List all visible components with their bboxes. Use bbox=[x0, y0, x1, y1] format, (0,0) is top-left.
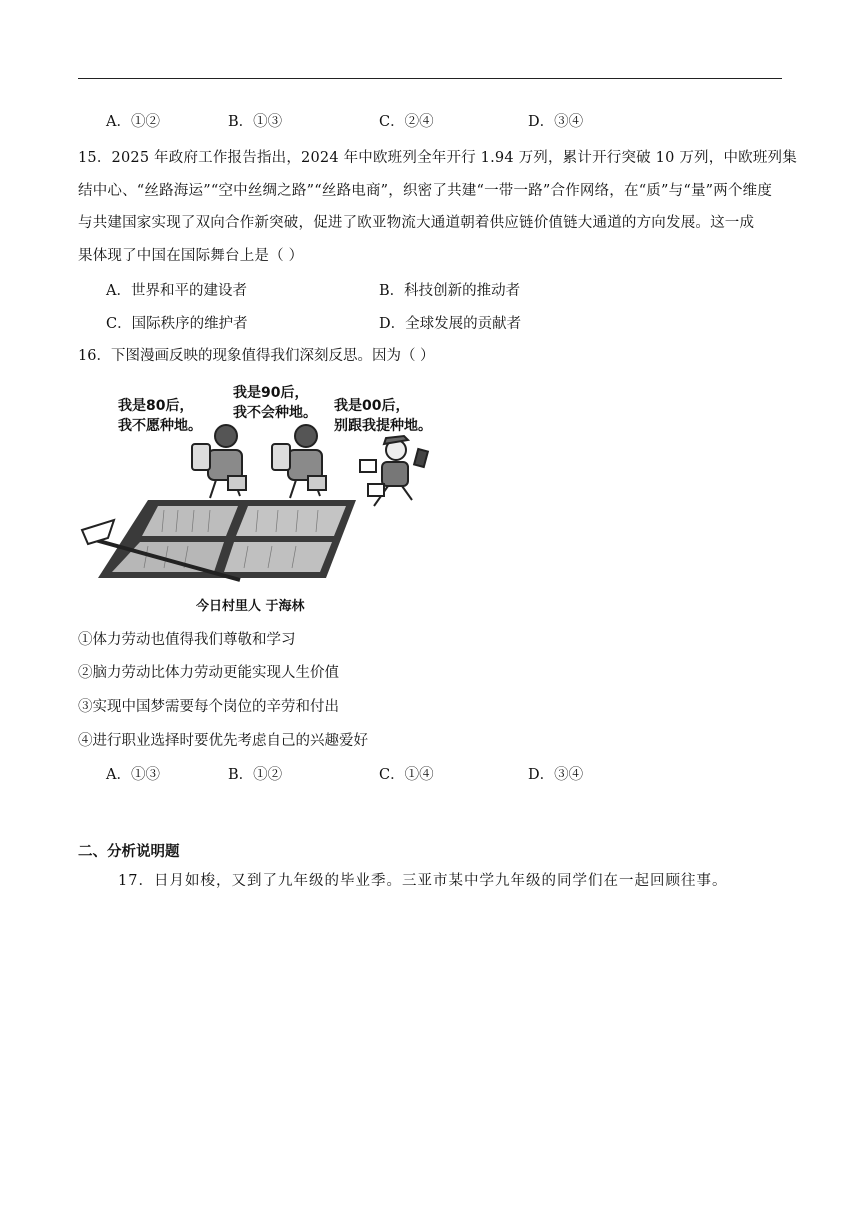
q15-option-a: A．世界和平的建设者 bbox=[106, 283, 247, 299]
q14-option-d: D．③④ bbox=[528, 114, 584, 130]
bubble-3-line-2: 别跟我提种地。 bbox=[334, 418, 432, 434]
q17-stem: 17．日月如梭，又到了九年级的毕业季。三亚市某中学九年级的同学们在一起回顾往事。 bbox=[118, 873, 728, 889]
q16-statement-2: ②脑力劳动比体力劳动更能实现人生价值 bbox=[78, 665, 339, 681]
q16-statement-1: ①体力劳动也值得我们尊敬和学习 bbox=[78, 632, 296, 648]
q16-stem: 16．下图漫画反映的现象值得我们深刻反思。因为（ ） bbox=[78, 348, 435, 364]
figure-80s bbox=[192, 425, 246, 498]
q14-option-b: B．①③ bbox=[228, 114, 283, 130]
q14-option-c: C．②④ bbox=[379, 114, 434, 130]
q16-statement-4: ④进行职业选择时要优先考虑自己的兴趣爱好 bbox=[78, 733, 368, 749]
q16-option-a: A．①③ bbox=[106, 767, 160, 783]
q16-option-c: C．①④ bbox=[379, 767, 434, 783]
q15-line-3: 与共建国家实现了双向合作新突破，促进了欧亚物流大通道朝着供应链价值链大通道的方向发展。这一成 bbox=[78, 215, 755, 231]
bubble-1-line-2: 我不愿种地。 bbox=[118, 418, 202, 434]
q15-line-4: 果体现了中国在国际舞台上是（ ） bbox=[78, 247, 304, 264]
q14-option-a: A．①② bbox=[106, 114, 160, 130]
bubble-1-line-1: 我是80后， bbox=[118, 398, 194, 414]
q16-option-d: D．③④ bbox=[528, 767, 584, 783]
bubble-2-line-2: 我不会种地。 bbox=[233, 405, 317, 421]
section-heading: 二、分析说明题 bbox=[78, 844, 180, 860]
figure-90s bbox=[272, 425, 326, 498]
q15-option-c: C．国际秩序的维护者 bbox=[106, 316, 248, 332]
q15-stem bbox=[78, 142, 797, 272]
q15-option-b: B．科技创新的推动者 bbox=[379, 283, 521, 299]
q16-option-b: B．①② bbox=[228, 767, 283, 783]
q15-line-2: 结中心、“丝路海运”“空中丝绸之路”“丝路电商”，织密了共建“一带一路”合作网络，在“质”与“量”两个维度 bbox=[78, 182, 773, 199]
figure-00s bbox=[360, 436, 428, 506]
q16-statement-3: ③实现中国梦需要每个岗位的辛劳和付出 bbox=[78, 699, 339, 715]
q15-option-d: D．全球发展的贡献者 bbox=[379, 316, 522, 332]
comic-caption: 今日村里人 于海林 bbox=[196, 599, 305, 614]
bubble-2-line-1: 我是90后， bbox=[233, 385, 309, 401]
header-rule bbox=[78, 78, 782, 79]
field-drawing bbox=[82, 500, 356, 580]
q15-line-1: 15．2025 年政府工作报告指出，2024 年中欧班列全年开行 1.94 万列，累计开行突破 10 万列，中欧班列集 bbox=[78, 150, 797, 166]
bubble-3-line-1: 我是00后， bbox=[334, 398, 410, 414]
comic-figure bbox=[78, 380, 458, 620]
